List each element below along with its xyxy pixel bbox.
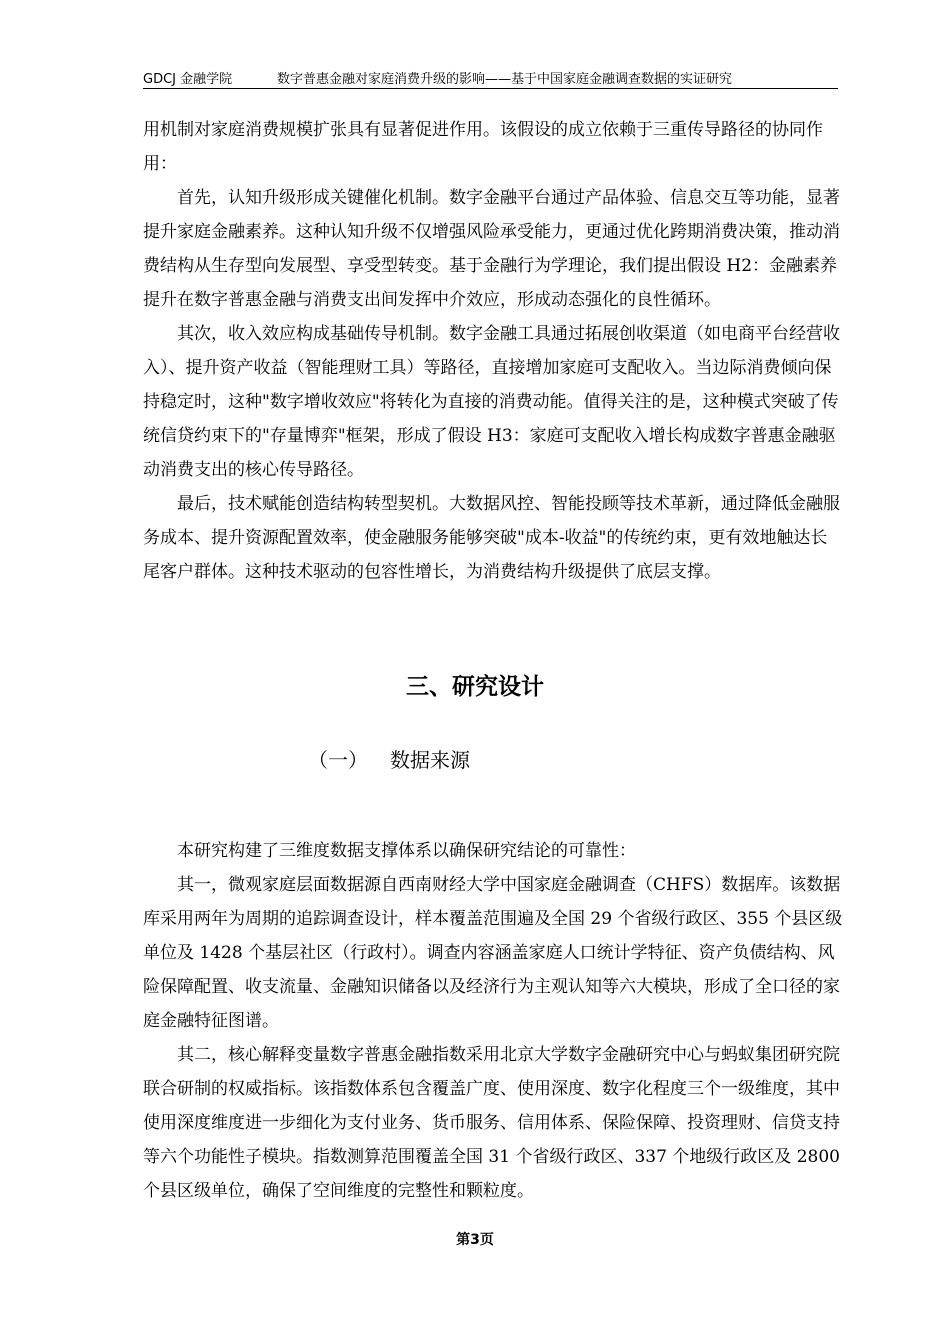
running-header — [143, 66, 838, 89]
paragraph-index: 其二，核心解释变量数字普惠金融指数采用北京大学数字金融研究中心与蚂蚁集团研究院联合研制的权威指标。该指数体系包含覆盖广度、使用深度、数字化程度三个一级维度，其中使用深度维度进一步细化为支付业务、货币服务、信用体系、保险保障、投资理财、信贷支持等六个功能性子模块。指数测算范围覆盖全国 31 个省级行政区、337 个地级行政区及 2800 个县区级单位，确保了空间维度的完整性和颗粒度。 — [143, 1045, 840, 1201]
paragraph-intro: 本研究构建了三维度数据支撑体系以确保研究结论的可靠性： — [177, 841, 636, 861]
paragraph-technology: 最后，技术赋能创造结构转型契机。大数据风控、智能投顾等技术革新，通过降低金融服务成本、提升资源配置效率，使金融服务能够突破"成本-收益"的传统约束，更有效地触达长尾客户群体。这种技术驱动的包容性增长，为消费结构升级提供了底层支撑。 — [143, 494, 840, 582]
paragraph-continuation: 用机制对家庭消费规模扩张具有显著促进作用。该假设的成立依赖于三重传导路径的协同作用： — [143, 120, 823, 174]
paragraph-chfs: 其一，微观家庭层面数据源自西南财经大学中国家庭金融调查（CHFS）数据库。该数据库采用两年为周期的追踪调查设计，样本覆盖范围遍及全国 29 个省级行政区、355 个县区级单位及 1428 个基层社区（行政村）。调查内容涵盖家庭人口统计学特征、资产负债结构、风险保障配置、收支流量、金融知识储备以及经济行为主观认知等六大模块，形成了全口径的家庭金融特征图谱。 — [143, 875, 843, 1031]
body-text-top — [143, 113, 843, 589]
paragraph-cognition: 首先，认知升级形成关键催化机制。数字金融平台通过产品体验、信息交互等功能，显著提升家庭金融素养。这种认知升级不仅增强风险承受能力，更通过优化跨期消费决策，推动消费结构从生存型向发展型、享受型转变。基于金融行为学理论，我们提出假设 H2：金融素养提升在数字普惠金融与消费支出间发挥中介效应，形成动态强化的良性循环。 — [143, 188, 840, 310]
subsection-number: （一） — [308, 748, 368, 772]
subsection-title: 数据来源 — [390, 748, 470, 772]
paragraph-income: 其次，收入效应构成基础传导机制。数字金融工具通过拓展创收渠道（如电商平台经营收入）、提升资产收益（智能理财工具）等路径，直接增加家庭可支配收入。当边际消费倾向保持稳定时，这种"数字增收效应"将转化为直接的消费动能。值得关注的是，这种模式突破了传统信贷约束下的"存量博弈"框架，形成了假设 H3：家庭可支配收入增长构成数字普惠金融驱动消费支出的核心传导路径。 — [143, 324, 840, 480]
section-heading: 三、研究设计 — [406, 674, 544, 700]
subsection-heading — [308, 744, 470, 773]
body-text-bottom — [143, 834, 843, 1208]
header-institution: GDCJ 金融学院 — [143, 72, 233, 87]
page-number: 第3页 — [456, 1232, 494, 1248]
header-paper-title: 数字普惠金融对家庭消费升级的影响——基于中国家庭金融调查数据的实证研究 — [277, 72, 733, 87]
